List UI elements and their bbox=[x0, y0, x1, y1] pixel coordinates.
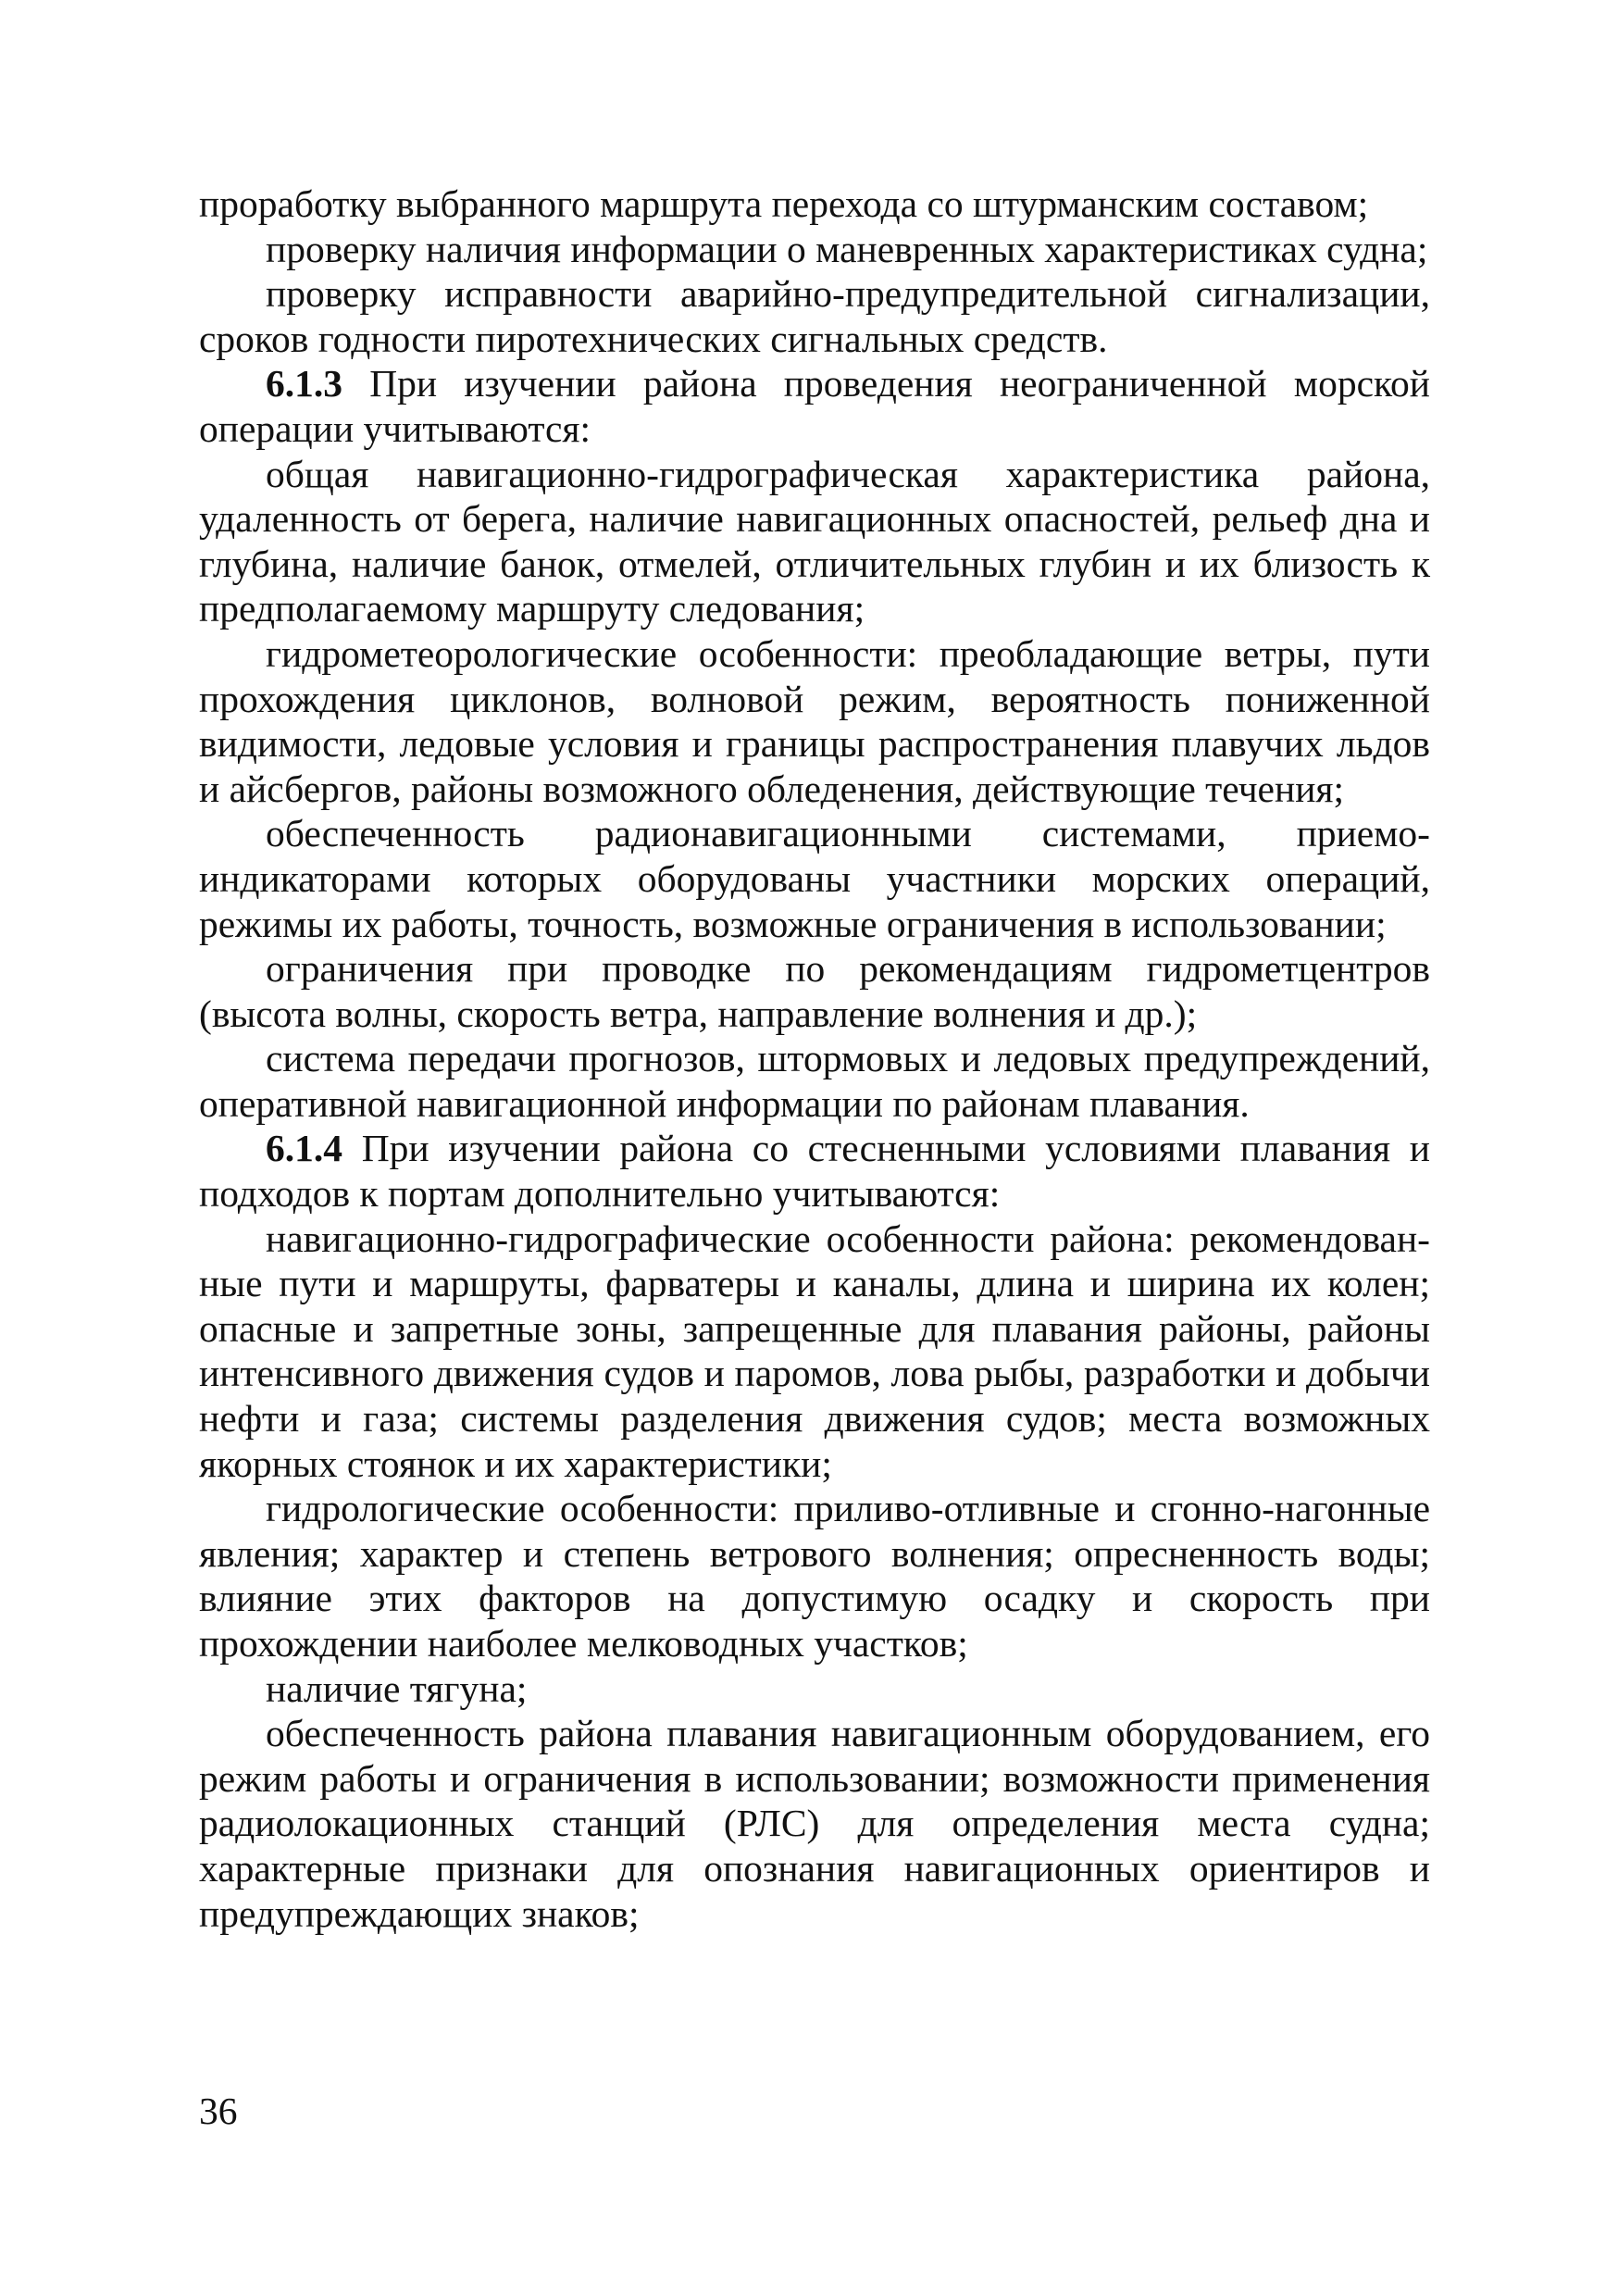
page-number: 36 bbox=[199, 2090, 238, 2132]
paragraph-text: проработку выбранного маршрута перехода со штурманским составом; bbox=[199, 182, 1369, 225]
paragraph-text: гидрометеорологические особенности: преобладающие ветры, пути прохождения циклонов, волновой режим, вероятность пониженной видимости, ледовые условия и границы распространения плавучих льдов и айсбергов, районы возможного обледенения, действующие течения; bbox=[199, 631, 1430, 810]
paragraph-text: проверку наличия информации о маневренных характеристиках судна; bbox=[266, 227, 1428, 270]
paragraph-8 bbox=[199, 946, 1430, 1036]
paragraph-12 bbox=[199, 1486, 1430, 1666]
paragraph-6 bbox=[199, 631, 1430, 811]
paragraph-9 bbox=[199, 1036, 1430, 1126]
paragraph-4 bbox=[199, 361, 1430, 451]
section-number: 6.1.4 bbox=[266, 1127, 342, 1170]
paragraph-text: система передачи прогнозов, штормовых и ледовых предупреждений, оперативной навигационной информации по районам плавания. bbox=[199, 1037, 1430, 1125]
paragraph-text: При изучении района проведения неограниченной морской операции учитываются: bbox=[199, 362, 1430, 450]
paragraph-text: навигационно-гидрографические особенности района: рекомендованные пути и маршруты, фарватеры и каналы, длина и ширина их колен; опасные и запретные зоны, запрещенные для плавания районы, районы интенсивного движения судов и паромов, лова рыбы, разработки и добычи нефти и газа; системы разделения движения судов; места возможных якорных стоянок и их характеристики; bbox=[199, 1217, 1430, 1485]
body-text bbox=[199, 181, 1430, 1936]
paragraph-text: обеспеченность района плавания навигационным оборудованием, его режим работы и ограничения в использовании; возможности применения радиолокационных станций (РЛС) для определения места судна; характерные признаки для опознания навигационных ориентиров и предупреждающих знаков; bbox=[199, 1712, 1430, 1935]
paragraph-14 bbox=[199, 1711, 1430, 1936]
paragraph-3 bbox=[199, 271, 1430, 361]
paragraph-5 bbox=[199, 452, 1430, 631]
paragraph-1 bbox=[199, 181, 1430, 227]
paragraph-10 bbox=[199, 1126, 1430, 1216]
paragraph-text: проверку исправности аварийно-предупредительной сигнализации, сроков годности пиротехнических сигнальных средств. bbox=[199, 272, 1430, 360]
paragraph-text: При изучении района со стесненными условиями плавания и подходов к портам дополнительно учитываются: bbox=[199, 1127, 1431, 1216]
paragraph-text: наличие тягуна; bbox=[266, 1666, 528, 1710]
paragraph-2 bbox=[199, 227, 1430, 272]
paragraph-text: гидрологические особенности: приливо-отливные и сгонно-нагонные явления; характер и степень ветрового волнения; опресненность воды; влияние этих факторов на допустимую осадку и скорость при прохождении наиболее мелководных участков; bbox=[199, 1487, 1430, 1665]
paragraph-text: обеспеченность радионавигационными системами, приемо-индикаторами которых оборудованы участники морских операций, режимы их работы, точность, возможные ограничения в использовании; bbox=[199, 812, 1430, 945]
section-number: 6.1.3 bbox=[266, 362, 342, 406]
paragraph-7 bbox=[199, 811, 1430, 946]
paragraph-text: общая навигационно-гидрографическая характеристика района, удаленность от берега, наличие навигационных опасностей, рельеф дна и глубина, наличие банок, отмелей, отличительных глубин и их близость к предполагаемому маршруту следования; bbox=[199, 452, 1430, 630]
paragraph-13 bbox=[199, 1666, 1430, 1712]
paragraph-text: ограничения при проводке по рекомендациям гидрометцентров (высота волны, скорость ветра, направление волнения и др.); bbox=[199, 947, 1430, 1035]
paragraph-11 bbox=[199, 1217, 1430, 1487]
